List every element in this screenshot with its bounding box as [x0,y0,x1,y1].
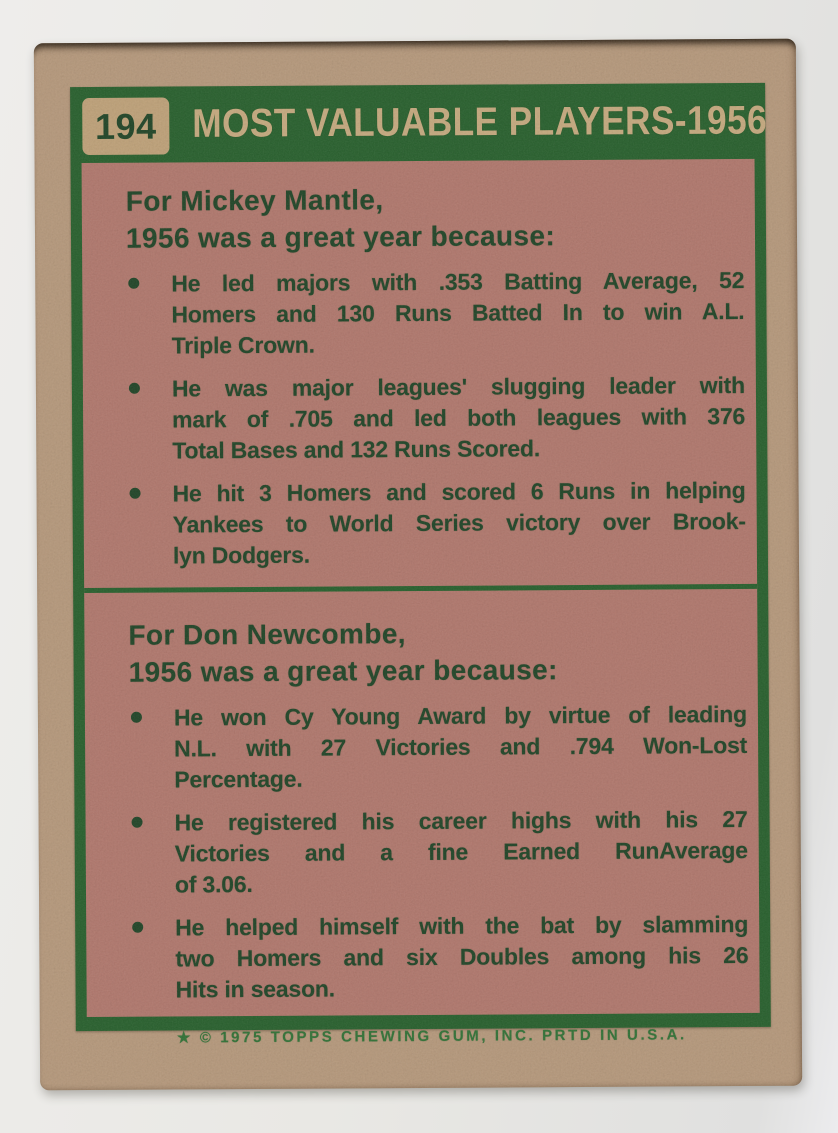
bullet-icon [132,817,143,828]
bullet-icon [129,383,140,394]
bullet-text: He was major leagues' slugging leader with mark of .705 and led both leagues with 376 Total Bases and 132 Runs Scored. [171,371,746,464]
card-number: 194 [94,105,157,147]
bullet-text: He registered his career highs with his 27 Victories and a fine Earned RunAverage of 3.06. [174,805,748,898]
card-number-box [82,98,169,156]
section-don-newcombe [84,589,760,1017]
section-mickey-mantle [82,159,758,588]
section-heading: For Mickey Mantle, 1956 was a great year because: [125,184,556,254]
card-frame [70,83,771,1031]
trading-card-back [34,39,802,1091]
bullet-item [130,909,752,1006]
bullet-icon [132,922,143,933]
bullet-item [127,370,749,467]
bullet-text: He won Cy Young Award by virtue of leading N.L. with 27 Victories and .794 Won-Lost Percentage. [173,700,748,793]
bullet-item [129,804,751,901]
card-title: MOST VALUABLE PLAYERS-1956 [192,98,768,146]
bullet-text: He hit 3 Homers and scored 6 Runs in helping Yankees to World Series victory over Brook- lyn Dodgers. [172,476,746,569]
bullet-text: He led majors with .353 Batting Average, 52 Homers and 130 Runs Batted In to win A.L. Triple Crown. [171,267,745,359]
bullet-text: He helped himself with the bat by slamming two Homers and six Doubles among his 26 Hits in season. [175,910,749,1003]
bullet-icon [130,488,141,499]
bullet-item [126,265,748,362]
card-header [70,83,768,163]
card-body-panel [82,159,760,1017]
copyright-line: ★ © 1975 TOPPS CHEWING GUM, INC. PRTD IN U.S.A. [176,1026,687,1047]
bullet-item [127,475,749,572]
bullet-icon [131,712,142,723]
bullet-item [129,699,751,796]
bullet-icon [128,278,139,289]
section-heading: For Don Newcombe, 1956 was a great year because: [128,618,558,688]
